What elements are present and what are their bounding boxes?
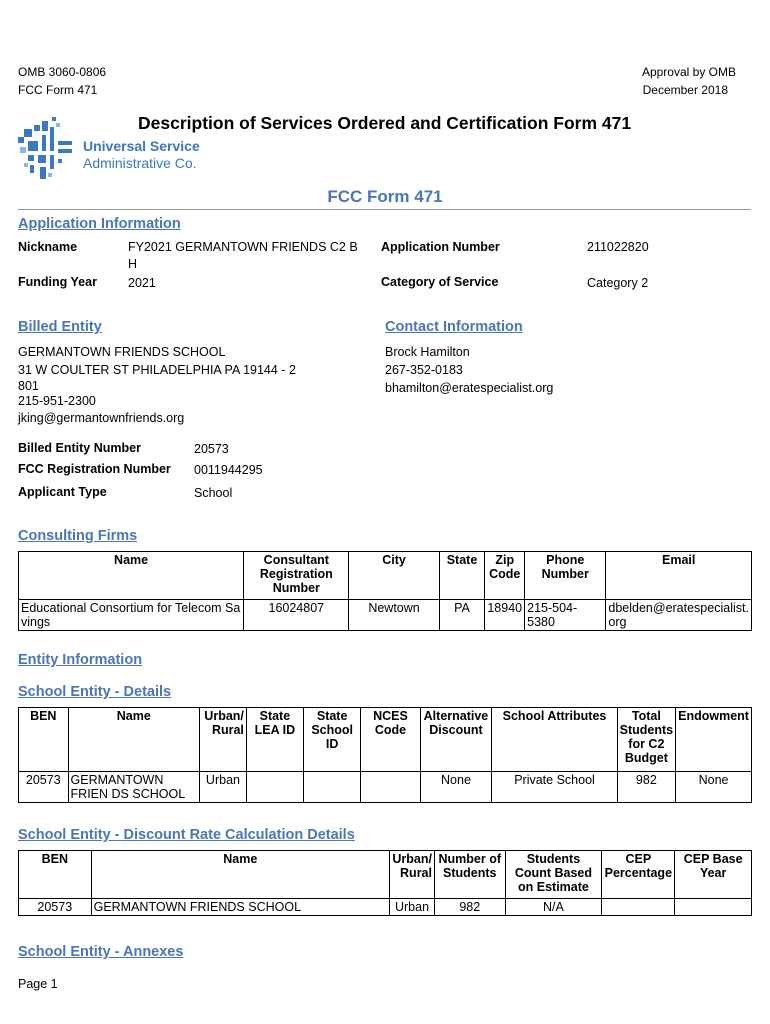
col-cep-base-year: CEP Base Year <box>675 851 752 899</box>
nickname-label: Nickname <box>18 240 78 254</box>
cell-zip: 18940 <box>485 600 525 631</box>
col-phone: Phone Number <box>525 552 606 600</box>
funding-year-label: Funding Year <box>18 275 97 289</box>
cell-estimate: N/A <box>505 899 602 916</box>
col-number-of-students: Number of Students <box>434 851 505 899</box>
nickname-line1: FY2021 GERMANTOWN FRIENDS C2 B <box>128 240 358 254</box>
billed-entity-name: GERMANTOWN FRIENDS SCHOOL <box>18 345 226 359</box>
funding-year: 2021 <box>128 276 156 290</box>
col-total-students: Total Students for C2 Budget <box>617 708 675 772</box>
cell-ben: 20573 <box>19 772 69 803</box>
col-name: Name <box>91 851 389 899</box>
cell-school-id <box>303 772 361 803</box>
contact-phone: 267-352-0183 <box>385 363 463 377</box>
contact-name: Brock Hamilton <box>385 345 470 359</box>
col-consultant-reg: Consultant Registration Number <box>244 552 349 600</box>
discount-details-heading: School Entity - Discount Rate Calculation Details <box>18 827 355 843</box>
applicant-type-value: School <box>194 486 233 500</box>
consulting-header-row <box>19 552 752 600</box>
school-details-header-row <box>19 708 752 772</box>
col-alt-discount: Alternative Discount <box>420 708 492 772</box>
col-cep-percentage: CEP Percentage <box>602 851 675 899</box>
col-state-lea-id: State LEA ID <box>246 708 303 772</box>
category-label: Category of Service <box>381 275 499 289</box>
cell-city: Newtown <box>349 600 439 631</box>
discount-details-table <box>18 850 752 916</box>
col-estimate: Students Count Based on Estimate <box>505 851 602 899</box>
annexes-heading: School Entity - Annexes <box>18 944 184 960</box>
col-email: Email <box>606 552 752 600</box>
logo-line1: Universal Service <box>83 138 200 154</box>
consulting-firms-table <box>18 551 752 631</box>
billed-entity-email: jking@germantownfriends.org <box>18 411 185 425</box>
app-number: 211022820 <box>587 240 649 254</box>
billed-entity-address-line2: 801 <box>18 379 39 393</box>
nickname-line2: H <box>128 257 138 271</box>
cell-alt-discount: None <box>420 772 492 803</box>
table-row <box>19 772 752 803</box>
cell-urban: Urban <box>200 772 247 803</box>
logo-line2: Administrative Co. <box>83 155 197 171</box>
ben-label: Billed Entity Number <box>18 441 141 455</box>
cell-cep-pct <box>602 899 675 916</box>
table-row <box>19 899 752 916</box>
page-number: Page 1 <box>18 977 58 991</box>
title-divider <box>18 209 751 210</box>
col-state-school-id: State School ID <box>303 708 361 772</box>
col-nces-code: NCES Code <box>361 708 420 772</box>
col-name: Name <box>19 552 244 600</box>
cell-cep-year <box>675 899 752 916</box>
contact-email: bhamilton@eratespecialist.org <box>385 381 554 395</box>
col-urban-rural: Urban/ Rural <box>390 851 435 899</box>
cell-phone: 215-504-5380 <box>525 600 606 631</box>
col-urban-rural: Urban/ Rural <box>200 708 247 772</box>
billed-entity-heading: Billed Entity <box>18 319 102 335</box>
col-school-attributes: School Attributes <box>492 708 617 772</box>
cell-nces <box>361 772 420 803</box>
cell-name: Educational Consortium for Telecom Sa vings <box>19 600 244 631</box>
col-ben: BEN <box>19 708 69 772</box>
applicant-type-label: Applicant Type <box>18 485 107 499</box>
omb-number: OMB 3060-0806 <box>18 65 107 79</box>
fcc-reg-value: 0011944295 <box>194 463 263 477</box>
cell-attributes: Private School <box>492 772 617 803</box>
cell-name: GERMANTOWN FRIENDS SCHOOL <box>91 899 389 916</box>
form-number: FCC Form 471 <box>18 83 98 97</box>
billed-entity-phone: 215-951-2300 <box>18 394 96 408</box>
ben-value: 20573 <box>194 442 229 456</box>
cell-endowment: None <box>676 772 752 803</box>
application-info-heading: Application Information <box>18 216 181 232</box>
cell-state: PA <box>439 600 485 631</box>
consulting-firms-heading: Consulting Firms <box>18 528 138 544</box>
col-city: City <box>349 552 439 600</box>
form-date: December 2018 <box>642 83 728 97</box>
col-name: Name <box>68 708 199 772</box>
omb-approval: Approval by OMB <box>641 65 736 79</box>
col-endowment: Endowment <box>676 708 752 772</box>
cell-reg: 16024807 <box>244 600 349 631</box>
cell-email: dbelden@eratespecialist. org <box>606 600 752 631</box>
contact-info-heading: Contact Information <box>385 319 523 335</box>
entity-info-heading: Entity Information <box>18 652 143 668</box>
cell-lea <box>246 772 303 803</box>
fcc-reg-label: FCC Registration Number <box>18 462 171 476</box>
cell-urban: Urban <box>390 899 435 916</box>
cell-students: 982 <box>617 772 675 803</box>
cell-ben: 20573 <box>19 899 92 916</box>
category-value: Category 2 <box>587 276 649 290</box>
table-row <box>19 600 752 631</box>
discount-header-row <box>19 851 752 899</box>
col-state: State <box>439 552 485 600</box>
app-number-label: Application Number <box>381 240 500 254</box>
col-zip: Zip Code <box>485 552 525 600</box>
cell-name: GERMANTOWN FRIEN DS SCHOOL <box>68 772 199 803</box>
billed-entity-address-line1: 31 W COULTER ST PHILADELPHIA PA 19144 - 2 <box>18 363 296 377</box>
col-ben: BEN <box>19 851 92 899</box>
form-title: FCC Form 471 <box>327 187 443 206</box>
cell-students: 982 <box>434 899 505 916</box>
school-details-table <box>18 707 752 803</box>
usac-logo-icon <box>16 115 76 185</box>
document-title: Description of Services Ordered and Certification Form 471 <box>138 113 632 133</box>
school-details-heading: School Entity - Details <box>18 684 172 700</box>
